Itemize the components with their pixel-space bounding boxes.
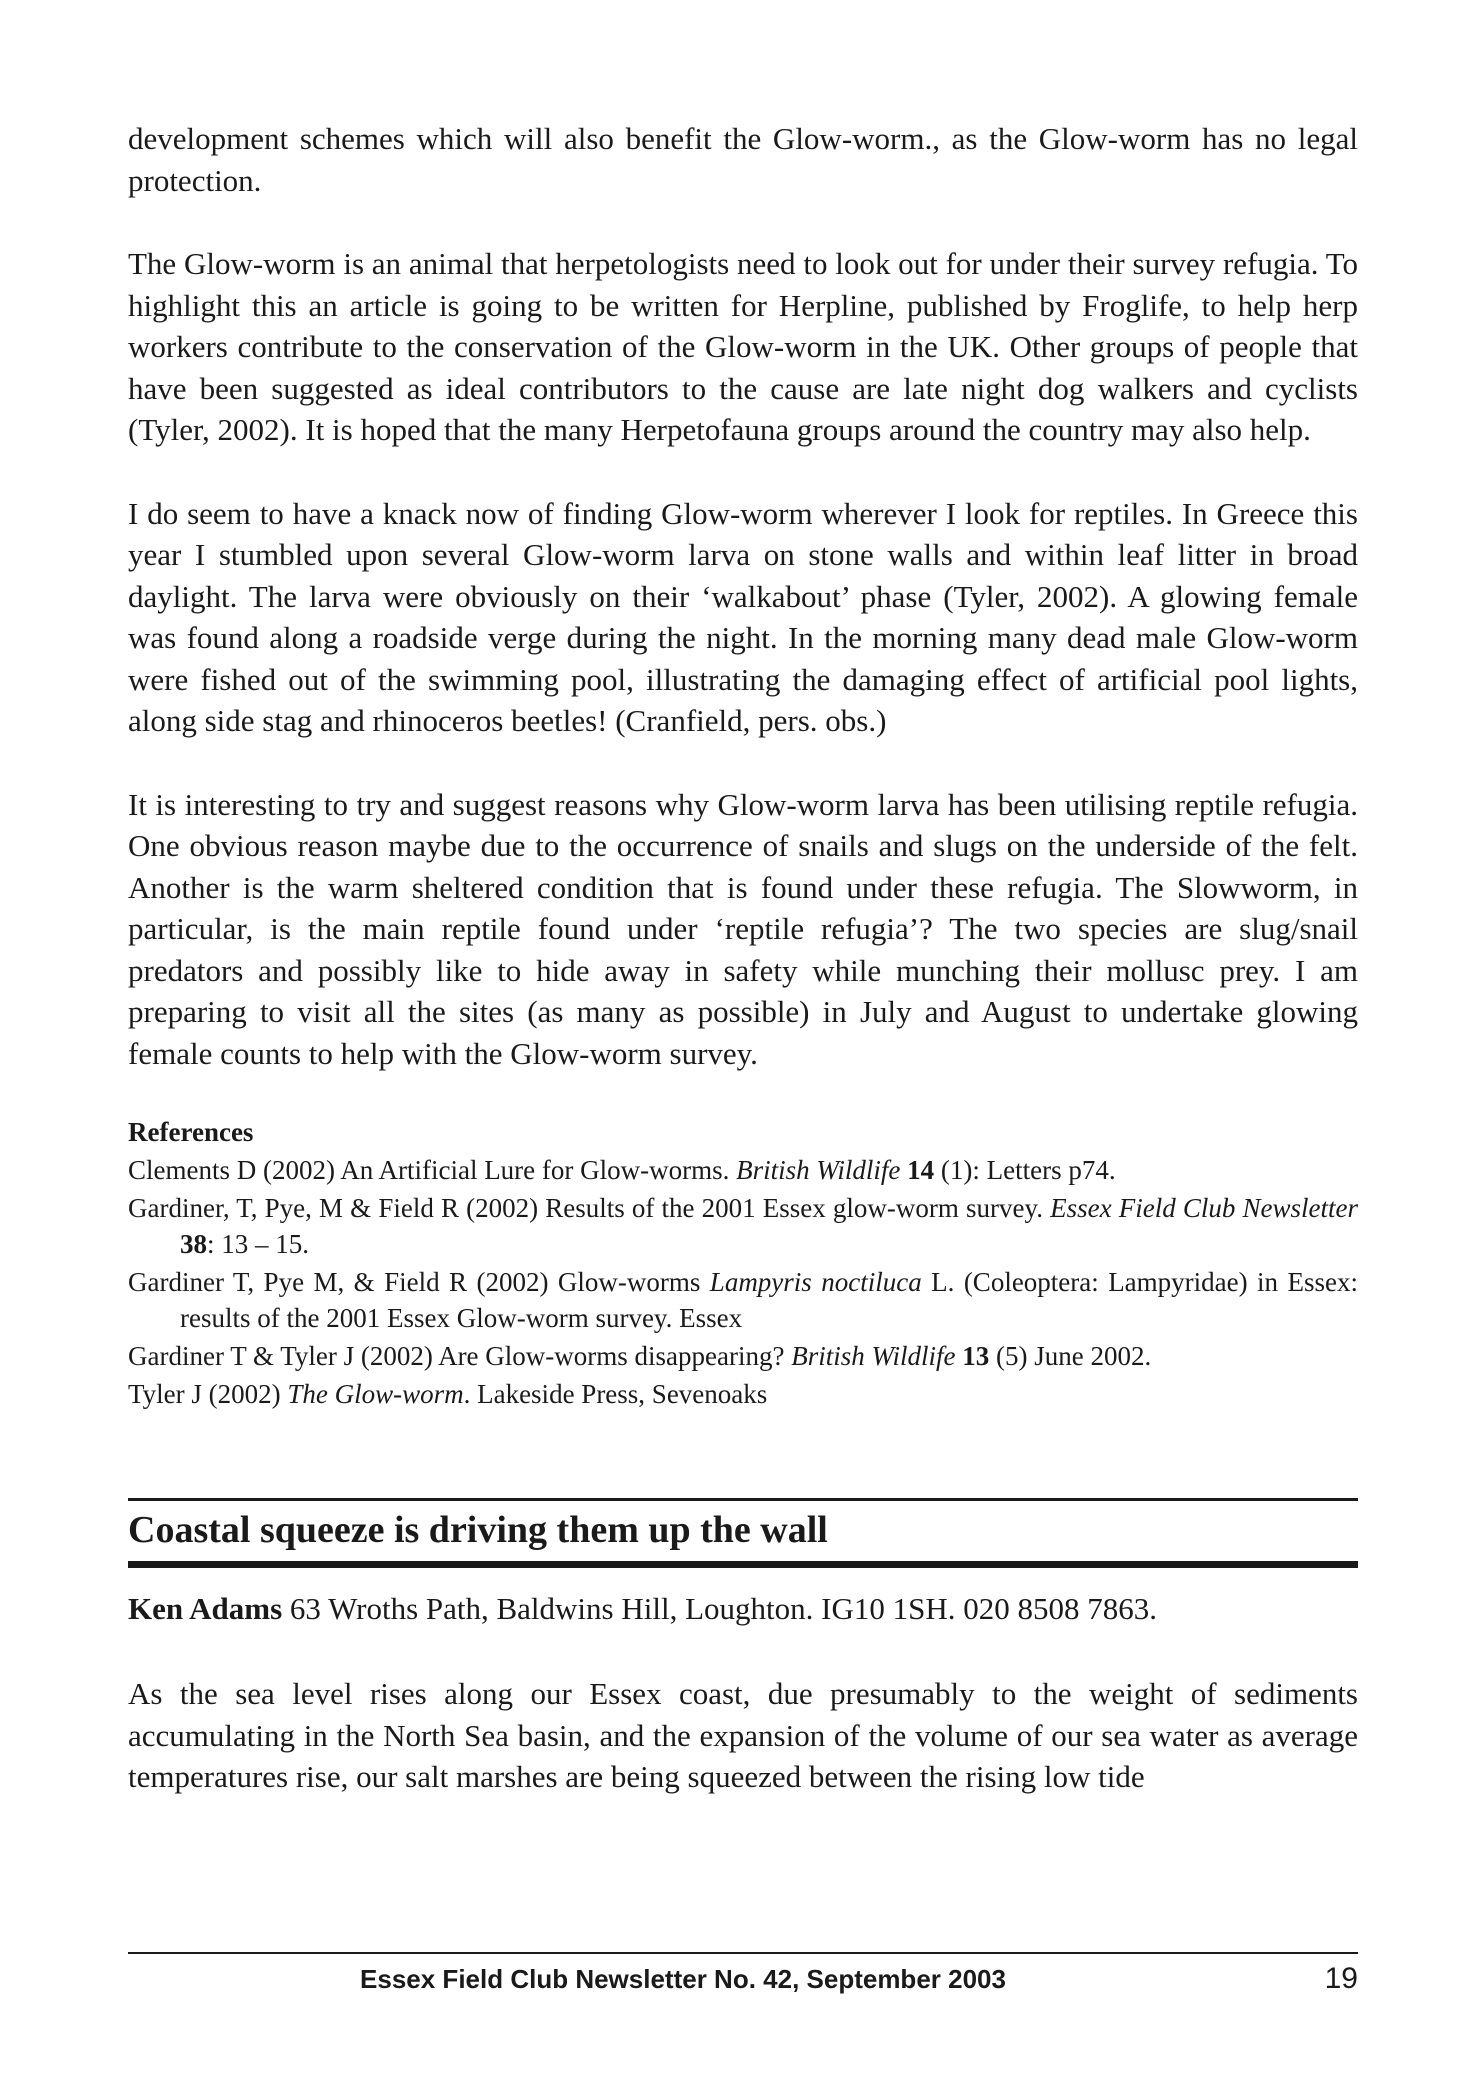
references-section [128,1114,1358,1412]
reference-text: Gardiner T, Pye M, & Field R (2002) Glow-worms [128,1267,710,1297]
reference-journal: British Wildlife [736,1155,901,1185]
reference-item [128,1338,1358,1374]
article-heading-bar [128,1498,1358,1568]
reference-text: (5) June 2002. [989,1341,1152,1371]
reference-journal: British Wildlife [791,1341,956,1371]
reference-volume: 13 [955,1341,990,1371]
reference-text: Tyler J (2002) [128,1379,288,1409]
reference-volume: 38 [180,1229,207,1259]
reference-text: Clements D (2002) An Artificial Lure for Glow-worms. [128,1155,737,1185]
reference-text: Gardiner, T, Pye, M & Field R (2002) Results of the 2001 Essex glow-worm survey. [128,1193,1051,1223]
article-title: Coastal squeeze is driving them up the wall [128,1509,828,1551]
reference-volume: 14 [900,1155,935,1185]
body-paragraph-2: The Glow-worm is an animal that herpetologists need to look out for under their survey refugia. To highlight this an article is going to be written for Herpline, published by Froglife, to help herp workers contribute to the conservation of the Glow-worm in the UK. Other groups of people that have been suggested as ideal contributors to the cause are late night dog walkers and cyclists (Tyler, 2002). It is hoped that the many Herpetofauna groups around the country may also help. [128,246,1358,447]
body-paragraph-3: I do seem to have a knack now of finding Glow-worm wherever I look for reptiles. In Greece this year I stumbled upon several Glow-worm larva on stone walls and within leaf litter in broad daylight. The larva were obviously on their ‘walkabout’ phase (Tyler, 2002). A glowing female was found along a roadside verge during the night. In the morning many dead male Glow-worm were fished out of the swimming pool, illustrating the damaging effect of artificial pool lights, along side stag and rhinoceros beetles! (Cranfield, pers. obs.) [128,495,1358,738]
author-line [128,1588,1358,1629]
reference-journal: Essex Field Club Newsletter [1050,1193,1359,1223]
reference-item [128,1190,1358,1262]
reference-text: Gardiner T & Tyler J (2002) Are Glow-worms disappearing? [128,1341,792,1371]
page-footer [128,1952,1358,2010]
reference-item [128,1376,1358,1412]
reference-book-title: The Glow-worm [287,1379,464,1409]
footer-publication: Essex Field Club Newsletter No. 42, September 2003 [360,1964,1006,1994]
reference-text: . Lakeside Press, Sevenoaks [463,1379,768,1409]
reference-species: Lampyris noctiluca [709,1267,922,1297]
article-paragraph: As the sea level rises along our Essex coast, due presumably to the weight of sediments accumulating in the North Sea basin, and the expansion of the volume of our sea water as average temperatures rise, our salt marshes are being squeezed between the rising low tide [128,1676,1358,1794]
reference-item [128,1264,1358,1336]
author-name: Ken Adams [128,1591,283,1626]
author-address: 63 Wroths Path, Baldwins Hill, Loughton. IG10 1SH. 020 8508 7863. [282,1591,1157,1626]
references-heading: References [128,1117,254,1147]
body-paragraph-1: development schemes which will also benefit the Glow-worm., as the Glow-worm has no legal protection. [128,121,1358,198]
reference-text: L. (Coleoptera: Lampyridae) in Essex: results of the 2001 Essex Glow-worm survey. Essex [180,1267,1358,1333]
reference-text: : 13 – 15. [207,1229,310,1259]
body-paragraph-4: It is interesting to try and suggest reasons why Glow-worm larva has been utilising reptile refugia. One obvious reason maybe due to the occurrence of snails and slugs on the underside of the felt. Another is the warm sheltered condition that is found under these refugia. The Slowworm, in particular, is the main reptile found under ‘reptile refugia’? The two species are slug/snail predators and possibly like to hide away in safety while munching their mollusc prey. I am preparing to visit all the sites (as many as possible) in July and August to undertake glowing female counts to help with the Glow-worm survey. [128,786,1358,1071]
reference-item [128,1152,1358,1188]
page-content [128,118,1358,1798]
reference-text: (1): Letters p74. [934,1155,1116,1185]
page-number: 19 [1324,1962,1358,1995]
